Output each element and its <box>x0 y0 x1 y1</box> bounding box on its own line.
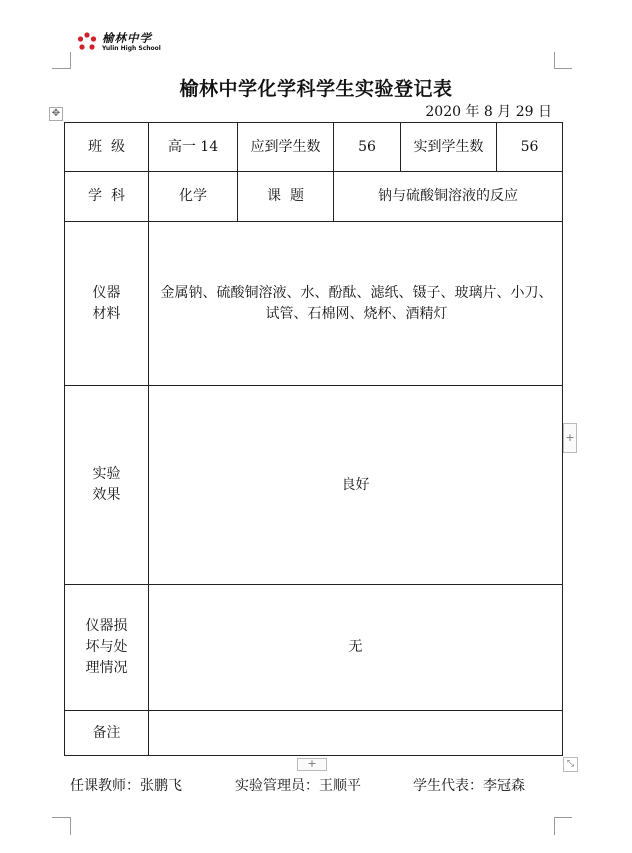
class-value: 高一 14 <box>167 138 219 155</box>
actual-count-label-cell[interactable]: 实到学生数 <box>401 123 497 172</box>
actual-count-value-cell[interactable]: 56 <box>497 123 563 172</box>
expected-count-value-cell[interactable]: 56 <box>334 123 401 172</box>
add-row-plus-icon[interactable]: + <box>297 758 327 771</box>
damage-label-cell[interactable]: 仪器损 坏与处 理情况 <box>65 585 149 711</box>
table-row-damage <box>65 585 563 711</box>
add-column-plus-icon[interactable]: + <box>563 423 577 453</box>
table-row-equipment <box>65 222 563 386</box>
registration-table <box>64 122 563 756</box>
effect-label-cell[interactable]: 实验 效果 <box>65 386 149 585</box>
school-logo-icon <box>76 31 98 53</box>
subject-label-cell[interactable]: 学 科 <box>65 172 149 222</box>
table-row-subject <box>65 172 563 222</box>
logo-english-name: Yulin High School <box>102 45 161 52</box>
class-value-cell[interactable] <box>149 123 238 172</box>
footer-student-representative: 学生代表：李冠森 <box>413 778 525 794</box>
document-date: 2020 年 8 月 29 日 <box>425 104 552 120</box>
table-row-notes <box>65 711 563 756</box>
school-logo <box>76 29 186 55</box>
topic-label-cell[interactable]: 课 题 <box>238 172 334 222</box>
topic-value-cell[interactable]: 钠与硫酸铜溶液的反应 <box>334 172 563 222</box>
document-title: 榆林中学化学科学生实验登记表 <box>179 78 453 100</box>
effect-value-cell[interactable]: 良好 <box>149 386 563 585</box>
table-row-class <box>65 123 563 172</box>
damage-value-cell[interactable]: 无 <box>149 585 563 711</box>
expected-count-label-cell[interactable]: 应到学生数 <box>238 123 334 172</box>
table-move-handle-icon[interactable]: ✥ <box>49 107 63 121</box>
equipment-value-cell[interactable]: 金属钠、硫酸铜溶液、水、酚酞、滤纸、镊子、玻璃片、小刀、试管、石棉网、烧杯、酒精灯 <box>149 222 563 386</box>
equipment-label-cell[interactable]: 仪器 材料 <box>65 222 149 386</box>
notes-label-cell[interactable]: 备注 <box>65 711 149 756</box>
subject-value-cell[interactable]: 化学 <box>149 172 238 222</box>
footer-lab-manager: 实验管理员：王顺平 <box>235 778 361 794</box>
footer-teacher: 任课教师：张鹏飞 <box>70 778 182 794</box>
table-row-effect <box>65 386 563 585</box>
table-resize-icon[interactable]: ⤡ <box>563 757 578 772</box>
notes-value-cell[interactable] <box>149 711 563 756</box>
logo-name: 榆林中学 <box>102 31 152 45</box>
class-label-cell[interactable]: 班 级 <box>65 123 149 172</box>
